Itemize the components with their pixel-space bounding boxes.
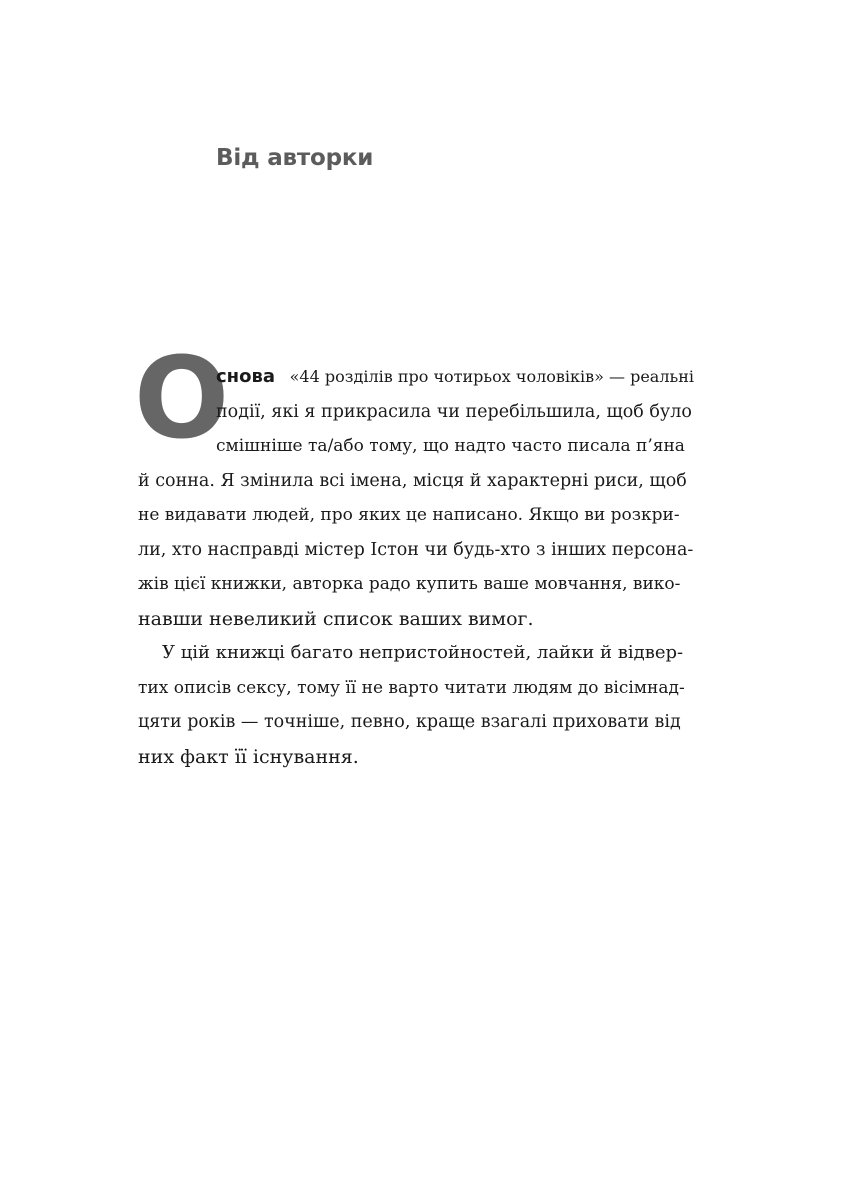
text-line: події, які я прикрасила чи перебільшила, щоб було bbox=[216, 401, 692, 422]
text-line: не видавати людей, про яких це написано. Якщо ви розкри- bbox=[138, 505, 680, 525]
text-line: й сонна. Я змінила всі імена, місця й характерні риси, щоб bbox=[138, 470, 687, 491]
text-line bbox=[138, 360, 694, 395]
text-line: них факт її існування. bbox=[138, 745, 359, 768]
drop-cap: О bbox=[134, 334, 230, 464]
text-line: ли, хто насправді містер Істон чи будь-хто з інших персона- bbox=[138, 539, 694, 560]
text-line: жів цієї книжки, авторка радо купить ваше мовчання, вико- bbox=[138, 574, 681, 594]
body-text bbox=[138, 360, 694, 774]
chapter-heading: Від авторки bbox=[216, 145, 374, 171]
lead-word: снова bbox=[216, 366, 276, 387]
text-line: смішніше та/або тому, що надто часто писала п’яна bbox=[216, 436, 685, 456]
text-line: тих описів сексу, тому її не варто читати людям до вісімнад- bbox=[138, 677, 685, 698]
line-text: «44 розділів про чотирьох чоловіків» — реальні bbox=[289, 367, 694, 386]
text-line: навши невеликий список ваших вимог. bbox=[138, 607, 534, 630]
text-line: цяти років — точніше, певно, краще взагалі приховати від bbox=[138, 712, 681, 732]
text-line: У цій книжці багато непристойностей, лайки й відвер- bbox=[162, 642, 684, 663]
